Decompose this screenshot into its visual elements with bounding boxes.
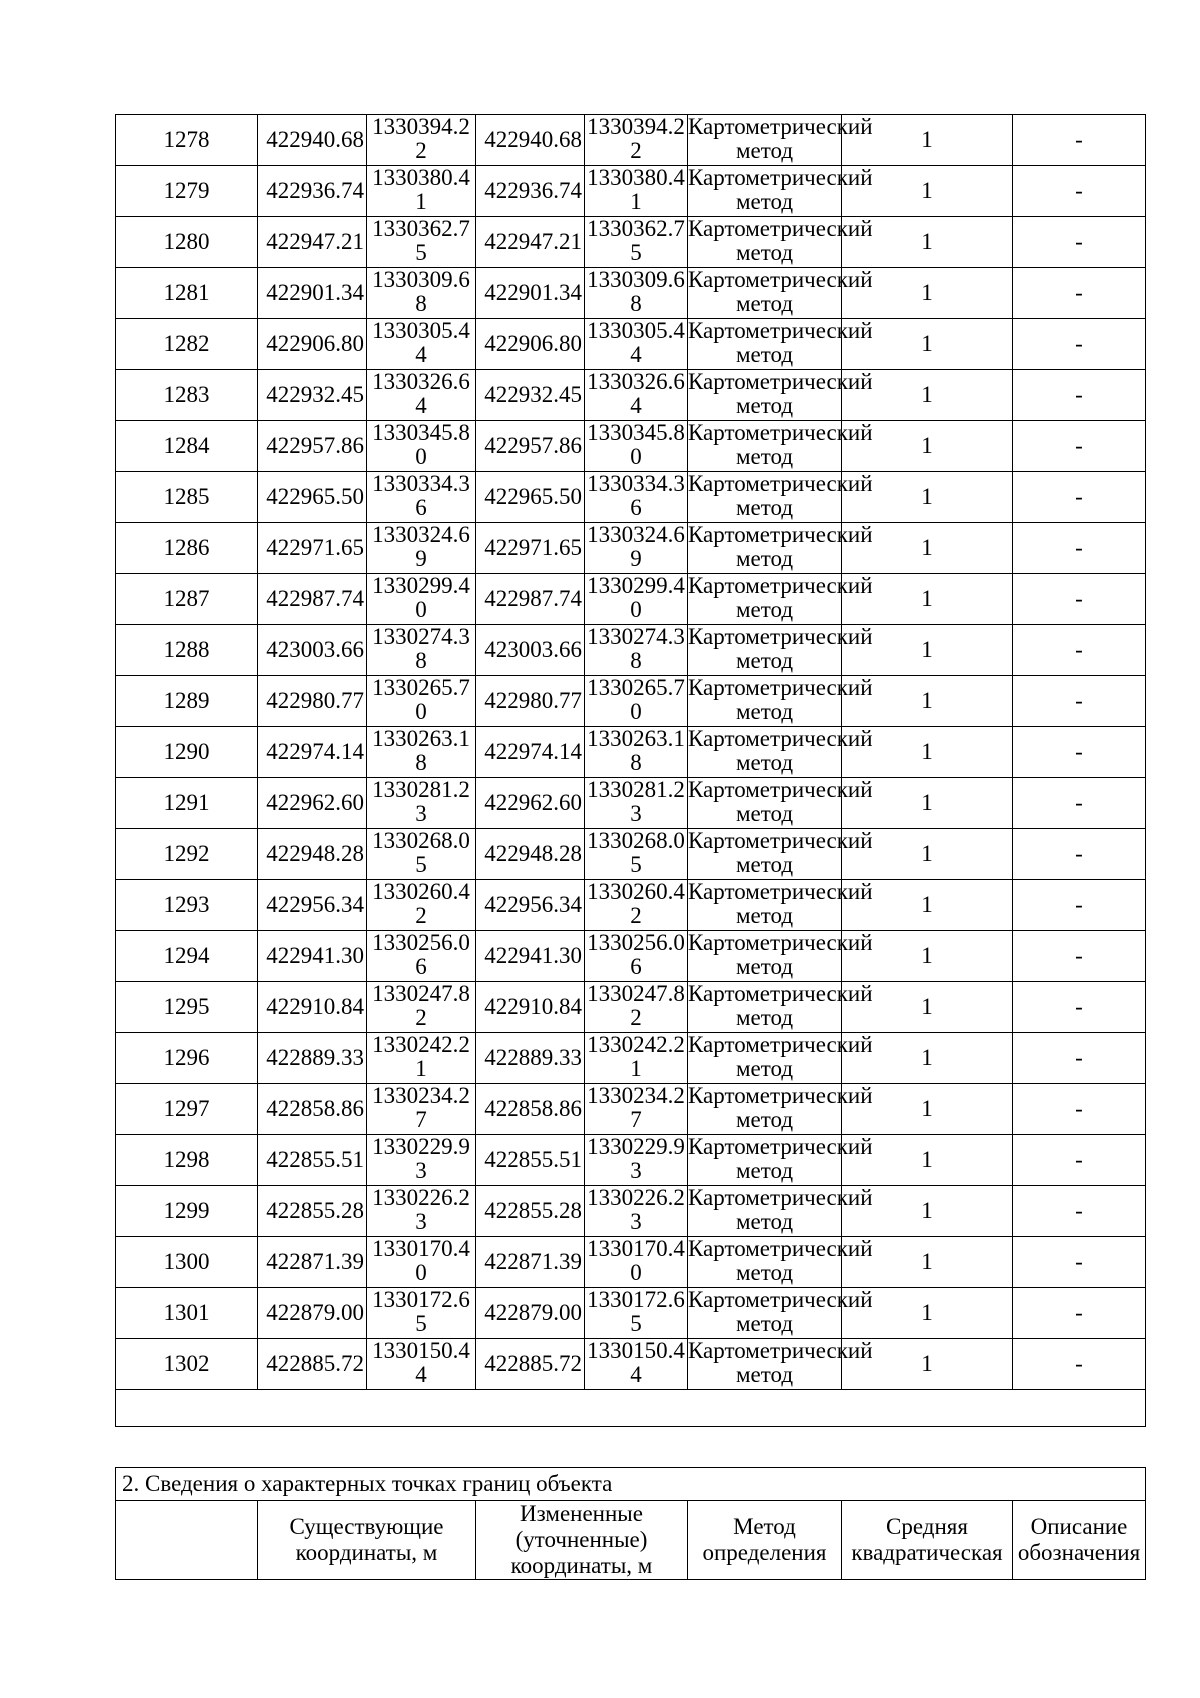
existing-x-cell: 422940.68 — [258, 115, 367, 166]
changed-x-cell: 422871.39 — [476, 1237, 585, 1288]
point-number-cell: 1284 — [116, 421, 258, 472]
method-cell: Картометрический метод — [688, 1339, 842, 1390]
changed-y-cell: 1330394.22 — [585, 115, 688, 166]
point-number-cell: 1301 — [116, 1288, 258, 1339]
changed-y-cell: 1330362.75 — [585, 217, 688, 268]
existing-x-cell: 422885.72 — [258, 1339, 367, 1390]
accuracy-cell: 1 — [842, 319, 1013, 370]
table-row — [116, 319, 1146, 370]
changed-x-cell: 422971.65 — [476, 523, 585, 574]
table-row — [116, 778, 1146, 829]
existing-y-cell: 1330268.05 — [367, 829, 476, 880]
existing-y-cell: 1330263.18 — [367, 727, 476, 778]
header-changed-coords: Измененные (уточненные) координаты, м — [476, 1501, 688, 1580]
accuracy-cell: 1 — [842, 1339, 1013, 1390]
existing-x-cell: 422932.45 — [258, 370, 367, 421]
description-cell: - — [1013, 1135, 1146, 1186]
method-cell: Картометрический метод — [688, 370, 842, 421]
changed-y-cell: 1330299.40 — [585, 574, 688, 625]
description-cell: - — [1013, 1288, 1146, 1339]
description-cell: - — [1013, 1084, 1146, 1135]
method-cell: Картометрический метод — [688, 778, 842, 829]
point-number-cell: 1280 — [116, 217, 258, 268]
changed-x-cell: 422910.84 — [476, 982, 585, 1033]
existing-x-cell: 422974.14 — [258, 727, 367, 778]
method-cell: Картометрический метод — [688, 1135, 842, 1186]
changed-x-cell: 422947.21 — [476, 217, 585, 268]
accuracy-cell: 1 — [842, 217, 1013, 268]
existing-x-cell: 422947.21 — [258, 217, 367, 268]
existing-y-cell: 1330150.44 — [367, 1339, 476, 1390]
accuracy-cell: 1 — [842, 982, 1013, 1033]
method-cell: Картометрический метод — [688, 115, 842, 166]
description-cell: - — [1013, 1339, 1146, 1390]
method-cell: Картометрический метод — [688, 319, 842, 370]
existing-y-cell: 1330265.70 — [367, 676, 476, 727]
table-row — [116, 574, 1146, 625]
changed-x-cell: 422965.50 — [476, 472, 585, 523]
changed-y-cell: 1330256.06 — [585, 931, 688, 982]
existing-y-cell: 1330380.41 — [367, 166, 476, 217]
accuracy-cell: 1 — [842, 523, 1013, 574]
description-cell: - — [1013, 625, 1146, 676]
description-cell: - — [1013, 217, 1146, 268]
method-cell: Картометрический метод — [688, 625, 842, 676]
description-cell: - — [1013, 1237, 1146, 1288]
accuracy-cell: 1 — [842, 166, 1013, 217]
existing-y-cell: 1330256.06 — [367, 931, 476, 982]
description-cell: - — [1013, 574, 1146, 625]
accuracy-cell: 1 — [842, 574, 1013, 625]
description-cell: - — [1013, 319, 1146, 370]
existing-x-cell: 422855.51 — [258, 1135, 367, 1186]
existing-x-cell: 422941.30 — [258, 931, 367, 982]
accuracy-cell: 1 — [842, 880, 1013, 931]
table-blank-row — [116, 1390, 1146, 1427]
changed-y-cell: 1330226.23 — [585, 1186, 688, 1237]
point-number-cell: 1285 — [116, 472, 258, 523]
method-cell: Картометрический метод — [688, 217, 842, 268]
method-cell: Картометрический метод — [688, 982, 842, 1033]
existing-y-cell: 1330326.64 — [367, 370, 476, 421]
existing-x-cell: 422980.77 — [258, 676, 367, 727]
existing-y-cell: 1330394.22 — [367, 115, 476, 166]
changed-y-cell: 1330326.64 — [585, 370, 688, 421]
existing-y-cell: 1330345.80 — [367, 421, 476, 472]
method-cell: Картометрический метод — [688, 472, 842, 523]
existing-y-cell: 1330305.44 — [367, 319, 476, 370]
changed-x-cell: 422962.60 — [476, 778, 585, 829]
table-row — [116, 880, 1146, 931]
table-row — [116, 982, 1146, 1033]
accuracy-cell: 1 — [842, 1237, 1013, 1288]
table-row — [116, 523, 1146, 574]
table-row — [116, 268, 1146, 319]
existing-y-cell: 1330170.40 — [367, 1237, 476, 1288]
changed-x-cell: 422936.74 — [476, 166, 585, 217]
existing-y-cell: 1330362.75 — [367, 217, 476, 268]
existing-x-cell: 422962.60 — [258, 778, 367, 829]
table-row — [116, 472, 1146, 523]
existing-x-cell: 422957.86 — [258, 421, 367, 472]
method-cell: Картометрический метод — [688, 1237, 842, 1288]
method-cell: Картометрический метод — [688, 880, 842, 931]
table-row — [116, 1339, 1146, 1390]
changed-y-cell: 1330334.36 — [585, 472, 688, 523]
method-cell: Картометрический метод — [688, 1288, 842, 1339]
point-number-cell: 1292 — [116, 829, 258, 880]
method-cell: Картометрический метод — [688, 523, 842, 574]
point-number-cell: 1282 — [116, 319, 258, 370]
table-row — [116, 1084, 1146, 1135]
point-number-cell: 1291 — [116, 778, 258, 829]
existing-x-cell: 422987.74 — [258, 574, 367, 625]
point-number-cell: 1296 — [116, 1033, 258, 1084]
accuracy-cell: 1 — [842, 727, 1013, 778]
existing-y-cell: 1330260.42 — [367, 880, 476, 931]
existing-y-cell: 1330281.23 — [367, 778, 476, 829]
existing-x-cell: 422971.65 — [258, 523, 367, 574]
existing-y-cell: 1330299.40 — [367, 574, 476, 625]
method-cell: Картометрический метод — [688, 1186, 842, 1237]
existing-x-cell: 422901.34 — [258, 268, 367, 319]
existing-x-cell: 422936.74 — [258, 166, 367, 217]
method-cell: Картометрический метод — [688, 421, 842, 472]
point-number-cell: 1302 — [116, 1339, 258, 1390]
point-number-cell: 1290 — [116, 727, 258, 778]
changed-x-cell: 422932.45 — [476, 370, 585, 421]
description-cell: - — [1013, 268, 1146, 319]
method-cell: Картометрический метод — [688, 1033, 842, 1084]
existing-y-cell: 1330309.68 — [367, 268, 476, 319]
method-cell: Картометрический метод — [688, 268, 842, 319]
description-cell: - — [1013, 778, 1146, 829]
existing-x-cell: 422910.84 — [258, 982, 367, 1033]
accuracy-cell: 1 — [842, 1084, 1013, 1135]
point-number-cell: 1299 — [116, 1186, 258, 1237]
accuracy-cell: 1 — [842, 115, 1013, 166]
point-number-cell: 1295 — [116, 982, 258, 1033]
changed-y-cell: 1330268.05 — [585, 829, 688, 880]
point-number-cell: 1278 — [116, 115, 258, 166]
changed-y-cell: 1330242.21 — [585, 1033, 688, 1084]
description-cell: - — [1013, 1186, 1146, 1237]
description-cell: - — [1013, 166, 1146, 217]
section2-title: 2. Сведения о характерных точках границ объекта — [116, 1468, 1146, 1501]
accuracy-cell: 1 — [842, 625, 1013, 676]
table-row — [116, 1033, 1146, 1084]
accuracy-cell: 1 — [842, 829, 1013, 880]
existing-x-cell: 422879.00 — [258, 1288, 367, 1339]
changed-y-cell: 1330305.44 — [585, 319, 688, 370]
existing-y-cell: 1330242.21 — [367, 1033, 476, 1084]
accuracy-cell: 1 — [842, 1033, 1013, 1084]
changed-y-cell: 1330263.18 — [585, 727, 688, 778]
existing-y-cell: 1330334.36 — [367, 472, 476, 523]
header-empty-cell — [116, 1501, 258, 1580]
point-number-cell: 1297 — [116, 1084, 258, 1135]
method-cell: Картометрический метод — [688, 829, 842, 880]
existing-y-cell: 1330234.27 — [367, 1084, 476, 1135]
accuracy-cell: 1 — [842, 472, 1013, 523]
existing-x-cell: 422871.39 — [258, 1237, 367, 1288]
accuracy-cell: 1 — [842, 778, 1013, 829]
changed-x-cell: 422901.34 — [476, 268, 585, 319]
description-cell: - — [1013, 982, 1146, 1033]
changed-y-cell: 1330281.23 — [585, 778, 688, 829]
changed-y-cell: 1330345.80 — [585, 421, 688, 472]
changed-y-cell: 1330274.38 — [585, 625, 688, 676]
changed-x-cell: 422885.72 — [476, 1339, 585, 1390]
description-cell: - — [1013, 1033, 1146, 1084]
changed-x-cell: 422987.74 — [476, 574, 585, 625]
changed-y-cell: 1330265.70 — [585, 676, 688, 727]
description-cell: - — [1013, 676, 1146, 727]
table-row — [116, 370, 1146, 421]
description-cell: - — [1013, 115, 1146, 166]
point-number-cell: 1300 — [116, 1237, 258, 1288]
table-row — [116, 217, 1146, 268]
header-description: Описание обозначения — [1013, 1501, 1146, 1580]
point-number-cell: 1288 — [116, 625, 258, 676]
accuracy-cell: 1 — [842, 370, 1013, 421]
description-cell: - — [1013, 829, 1146, 880]
table-row — [116, 676, 1146, 727]
point-number-cell: 1293 — [116, 880, 258, 931]
changed-x-cell: 422980.77 — [476, 676, 585, 727]
changed-y-cell: 1330150.44 — [585, 1339, 688, 1390]
accuracy-cell: 1 — [842, 931, 1013, 982]
accuracy-cell: 1 — [842, 268, 1013, 319]
table-row — [116, 829, 1146, 880]
existing-x-cell: 422855.28 — [258, 1186, 367, 1237]
accuracy-cell: 1 — [842, 1135, 1013, 1186]
changed-x-cell: 423003.66 — [476, 625, 585, 676]
header-existing-coords: Существующие координаты, м — [258, 1501, 476, 1580]
method-cell: Картометрический метод — [688, 676, 842, 727]
method-cell: Картометрический метод — [688, 166, 842, 217]
existing-x-cell: 422948.28 — [258, 829, 367, 880]
changed-x-cell: 422858.86 — [476, 1084, 585, 1135]
description-cell: - — [1013, 931, 1146, 982]
changed-x-cell: 422974.14 — [476, 727, 585, 778]
existing-x-cell: 422889.33 — [258, 1033, 367, 1084]
existing-x-cell: 422965.50 — [258, 472, 367, 523]
description-cell: - — [1013, 727, 1146, 778]
description-cell: - — [1013, 370, 1146, 421]
method-cell: Картометрический метод — [688, 574, 842, 625]
existing-y-cell: 1330229.93 — [367, 1135, 476, 1186]
changed-x-cell: 422957.86 — [476, 421, 585, 472]
existing-y-cell: 1330247.82 — [367, 982, 476, 1033]
point-number-cell: 1287 — [116, 574, 258, 625]
points-table — [115, 114, 1146, 1427]
table-row — [116, 166, 1146, 217]
method-cell: Картометрический метод — [688, 1084, 842, 1135]
changed-y-cell: 1330234.27 — [585, 1084, 688, 1135]
header-accuracy: Средняя квадратическая — [842, 1501, 1013, 1580]
changed-x-cell: 422956.34 — [476, 880, 585, 931]
header-method: Метод определения — [688, 1501, 842, 1580]
table-row — [116, 1237, 1146, 1288]
method-cell: Картометрический метод — [688, 931, 842, 982]
accuracy-cell: 1 — [842, 676, 1013, 727]
point-number-cell: 1279 — [116, 166, 258, 217]
changed-y-cell: 1330229.93 — [585, 1135, 688, 1186]
changed-y-cell: 1330309.68 — [585, 268, 688, 319]
existing-y-cell: 1330324.69 — [367, 523, 476, 574]
point-number-cell: 1294 — [116, 931, 258, 982]
table-row — [116, 1186, 1146, 1237]
changed-x-cell: 422940.68 — [476, 115, 585, 166]
changed-y-cell: 1330247.82 — [585, 982, 688, 1033]
table-row — [116, 625, 1146, 676]
method-cell: Картометрический метод — [688, 727, 842, 778]
table-row — [116, 727, 1146, 778]
description-cell: - — [1013, 472, 1146, 523]
point-number-cell: 1298 — [116, 1135, 258, 1186]
changed-x-cell: 422889.33 — [476, 1033, 585, 1084]
changed-y-cell: 1330380.41 — [585, 166, 688, 217]
changed-x-cell: 422948.28 — [476, 829, 585, 880]
description-cell: - — [1013, 421, 1146, 472]
existing-y-cell: 1330172.65 — [367, 1288, 476, 1339]
changed-y-cell: 1330172.65 — [585, 1288, 688, 1339]
changed-x-cell: 422879.00 — [476, 1288, 585, 1339]
accuracy-cell: 1 — [842, 421, 1013, 472]
description-cell: - — [1013, 880, 1146, 931]
existing-y-cell: 1330274.38 — [367, 625, 476, 676]
table-row — [116, 931, 1146, 982]
existing-x-cell: 422906.80 — [258, 319, 367, 370]
existing-x-cell: 422956.34 — [258, 880, 367, 931]
existing-x-cell: 423003.66 — [258, 625, 367, 676]
changed-x-cell: 422941.30 — [476, 931, 585, 982]
point-number-cell: 1289 — [116, 676, 258, 727]
existing-x-cell: 422858.86 — [258, 1084, 367, 1135]
table-row — [116, 115, 1146, 166]
table-row — [116, 1288, 1146, 1339]
table-row — [116, 1135, 1146, 1186]
accuracy-cell: 1 — [842, 1186, 1013, 1237]
changed-x-cell: 422855.28 — [476, 1186, 585, 1237]
point-number-cell: 1283 — [116, 370, 258, 421]
point-number-cell: 1281 — [116, 268, 258, 319]
changed-y-cell: 1330170.40 — [585, 1237, 688, 1288]
section2-table — [115, 1467, 1146, 1580]
changed-y-cell: 1330260.42 — [585, 880, 688, 931]
existing-y-cell: 1330226.23 — [367, 1186, 476, 1237]
point-number-cell: 1286 — [116, 523, 258, 574]
table-row — [116, 421, 1146, 472]
changed-y-cell: 1330324.69 — [585, 523, 688, 574]
description-cell: - — [1013, 523, 1146, 574]
changed-x-cell: 422906.80 — [476, 319, 585, 370]
changed-x-cell: 422855.51 — [476, 1135, 585, 1186]
accuracy-cell: 1 — [842, 1288, 1013, 1339]
